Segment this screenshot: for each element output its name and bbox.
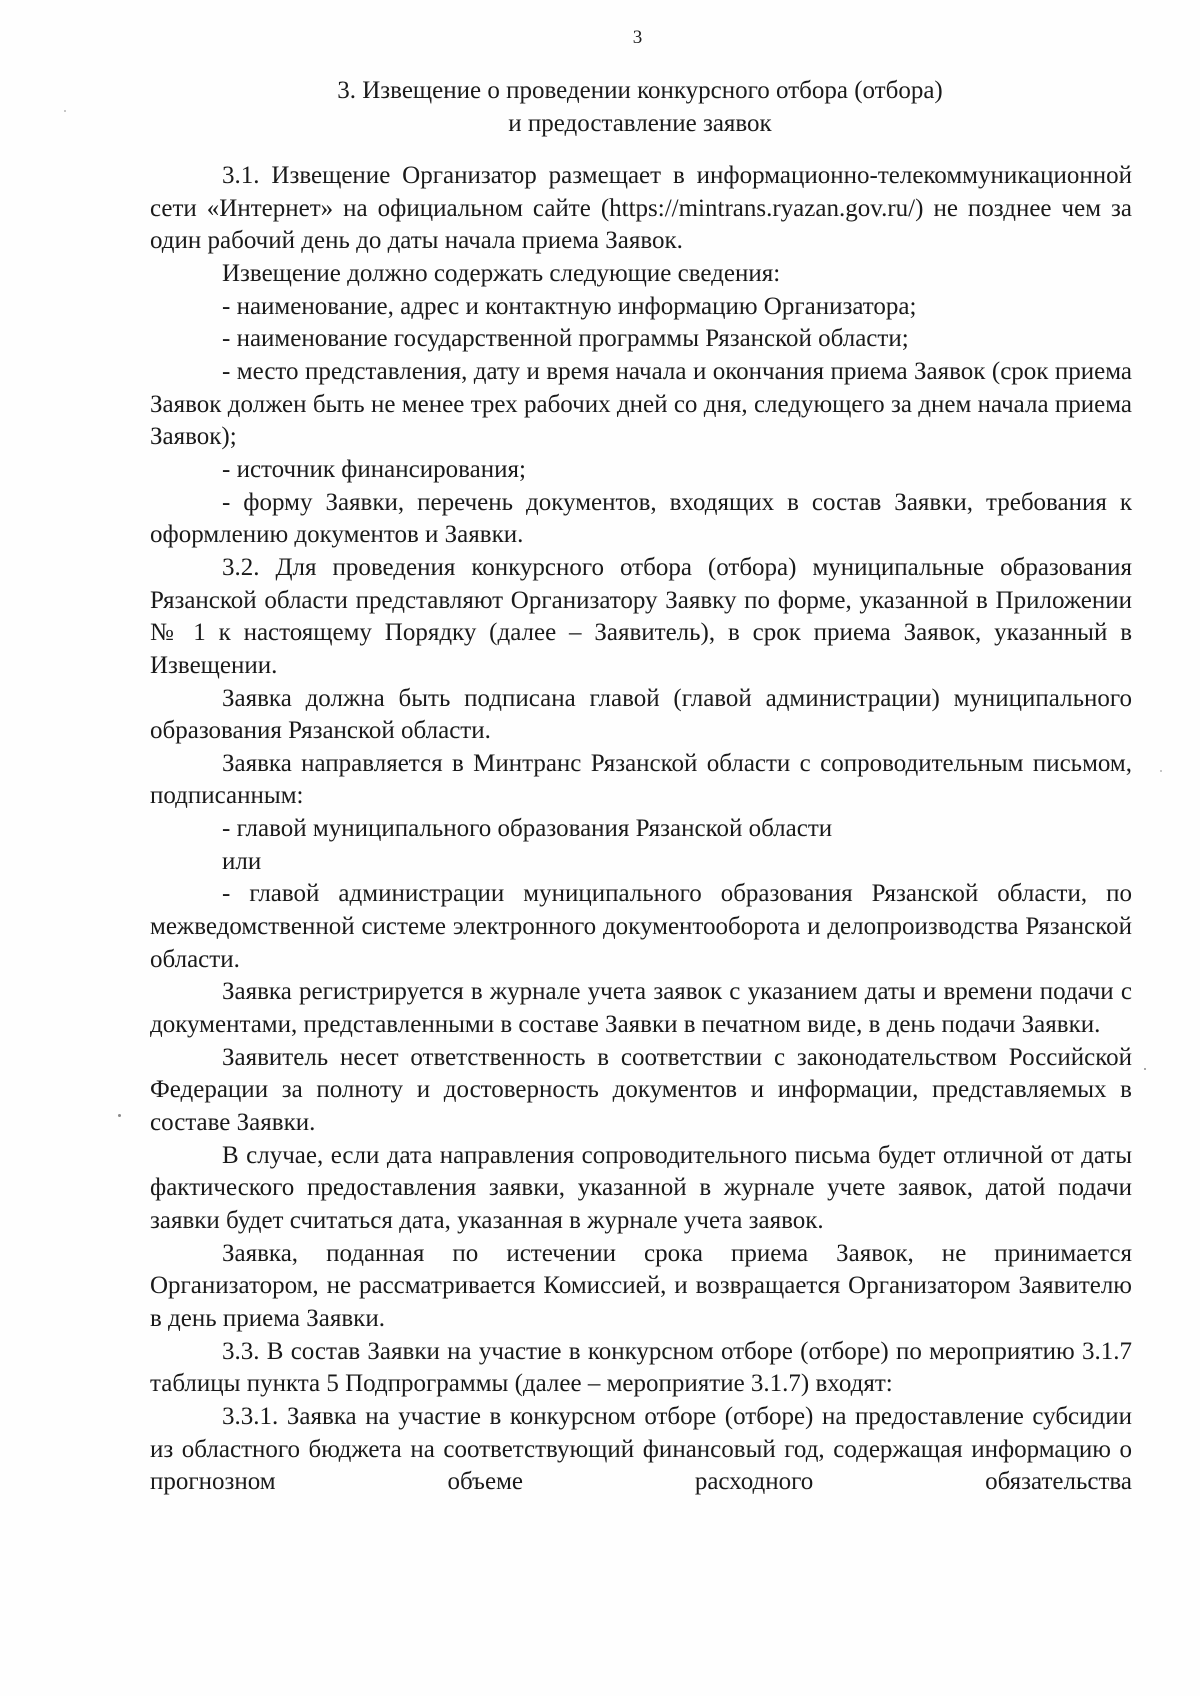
scan-speck [64, 110, 66, 112]
paragraph-date-mismatch: В случае, если дата направления сопроводительного письма будет отличной от даты фактического предоставления заявки, указанной в журнале учете заявок, датой подачи заявки будет считаться дата, указанная в журнале учета заявок. [150, 1141, 1132, 1234]
list-item-or: или [222, 847, 262, 875]
list-item-program-name: - наименование государственной программы Рязанской области; [222, 325, 909, 353]
scan-speck [1160, 770, 1162, 772]
paragraph-3-3: 3.3. В состав Заявки на участие в конкурсном отборе (отборе) по мероприятию 3.1.7 таблицы пункта 5 Подпрограммы (далее – мероприятие 3.1.7) входят: [150, 1337, 1132, 1398]
paragraph-3-2: 3.2. Для проведения конкурсного отбора (отбора) муниципальные образования Рязанской области представляют Организатору Заявку по форме, указанной в Приложении № 1 к настоящему Порядку (далее – Заявитель), в срок приема Заявок, указанный в Извещении. [150, 553, 1132, 679]
section-heading-line-2: и предоставление заявок [508, 110, 772, 137]
section-heading [140, 74, 1140, 140]
scan-speck [1144, 1068, 1146, 1070]
list-item-application-form: - форму Заявки, перечень документов, входящих в состав Заявки, требования к оформлению документов и Заявки. [150, 488, 1132, 549]
document-body [150, 160, 1132, 1499]
paragraph-registration: Заявка регистрируется в журнале учета заявок с указанием даты и времени подачи с документами, представленными в составе Заявки в печатном виде, в день подачи Заявки. [150, 978, 1132, 1039]
section-heading-line-1: 3. Извещение о проведении конкурсного отбора (отбора) [337, 77, 943, 104]
list-item-head-of-administration: - главой администрации муниципального образования Рязанской области, по межведомственной системе электронного документооборота и делопроизводства Рязанской области. [150, 880, 1132, 973]
paragraph-late-application: Заявка, поданная по истечении срока приема Заявок, не принимается Организатором, не рассматривается Комиссией, и возвращается Организатором Заявителю в день приема Заявки. [150, 1239, 1132, 1332]
list-item-funding-source: - источник финансирования; [222, 455, 526, 483]
page-number: 3 [632, 27, 643, 48]
list-item-head-of-municipality: - главой муниципального образования Рязанской области [222, 815, 833, 843]
list-item-place-and-dates: - место представления, дату и время начала и окончания приема Заявок (срок приема Заявок должен быть не менее трех рабочих дней со дня, следующего за днем начала приема Заявок); [150, 357, 1132, 451]
paragraph-cover-letter: Заявка направляется в Минтранс Рязанской области с сопроводительным письмом, подписанным: [150, 749, 1132, 810]
paragraph-notice-contents: Извещение должно содержать следующие сведения: [222, 259, 781, 287]
paragraph-responsibility: Заявитель несет ответственность в соответствии с законодательством Российской Федерации за полноту и достоверность документов и информации, представляемых в составе Заявки. [150, 1043, 1132, 1137]
paragraph-3-3-1: 3.3.1. Заявка на участие в конкурсном отборе (отборе) на предоставление субсидии из областного бюджета на соответствующий финансовый год, содержащая информацию о прогнозном объеме расходного обязательства [150, 1402, 1132, 1496]
scan-speck [118, 1114, 121, 1117]
paragraph-3-1: 3.1. Извещение Организатор размещает в информационно-телекоммуникационной сети «Интернет» на официальном сайте (https://mintrans.ryazan.gov.ru/) не позднее чем за один рабочий день до даты начала приема Заявок. [150, 162, 1132, 255]
paragraph-signature: Заявка должна быть подписана главой (главой администрации) муниципального образования Рязанской области. [150, 684, 1132, 745]
list-item-organizer-info: - наименование, адрес и контактную информацию Организатора; [222, 292, 917, 320]
